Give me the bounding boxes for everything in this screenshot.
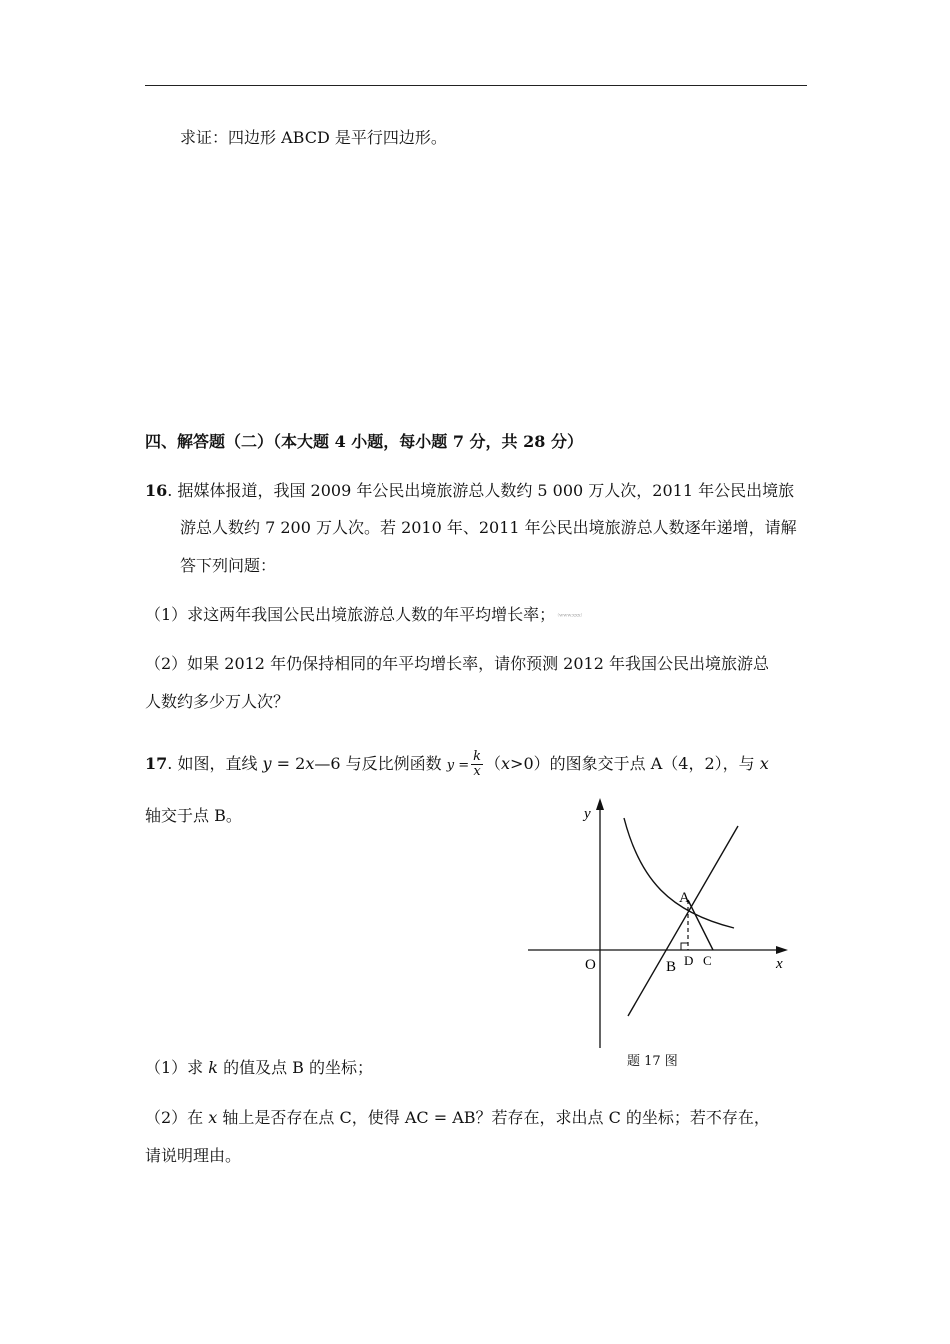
q17-intro-text: . 如图，直线 [167,754,263,773]
header-rule [145,85,807,86]
q16-line2: 游总人数约 7 200 万人次。若 2010 年、2011 年公民出境旅游总人数逐年递增，请解 [180,518,797,537]
q17-number: 17 [145,754,168,773]
q16-part1 [145,605,585,626]
straight-line [628,826,738,1016]
label-o: O [585,957,596,973]
label-x: x [776,956,783,972]
q17-part2-line2: 请说明理由。 [145,1146,242,1165]
q16-part2-line2: 人数约多少万人次？ [145,692,290,711]
q17-part1-k: k [208,1058,218,1077]
q17-part2-b: 轴上是否存在点 C，使得 AC = AB？若存在，求出点 C 的坐标；若不存在， [217,1108,770,1127]
q16-line1-text: . 据媒体报道，我国 2009 年公民出境旅游总人数约 5 000 万人次，2011 年公民出境旅 [167,481,795,500]
q17-part1-b: 的值及点 B 的坐标； [217,1058,374,1077]
q17-func-lhs: y = [446,758,470,773]
q17-eq-mid: = 2 [271,754,306,773]
q17-cond-open: （ [485,754,502,773]
q17-axis-x: x [759,754,769,773]
hyperbola-curve [624,818,734,928]
label-b: B [666,959,677,975]
segment-ac [688,900,713,950]
q16-number: 16 [145,481,168,500]
q17-part1 [145,1058,373,1078]
y-axis-arrow [596,798,604,810]
q17-eq-end: —6 与反比例函数 [314,754,447,773]
q16-part1-text: （1）求这两年我国公民出境旅游总人数的年平均增长率； [145,605,556,624]
q17-part1-a: （1）求 [145,1058,209,1077]
label-a: A [679,890,690,906]
q16-part2-line1: （2）如果 2012 年仍保持相同的年平均增长率，请你预测 2012 年我国公民出境旅游总 [145,654,769,673]
label-c: C [703,953,712,968]
right-angle-mark [681,943,688,950]
q17-cond-x: x [501,754,511,773]
q17-figure [520,790,800,1052]
q17-frac-num: k [473,749,481,764]
x-axis-arrow [776,946,788,954]
q17-cond-rest: >0）的图象交于点 A（4，2），与 [510,754,760,773]
q17-eq-y: y [262,754,272,773]
q16-part1-faint: （WWW.XXX） [555,612,585,618]
q17-part2-a: （2）在 [145,1108,209,1127]
q16-line3: 答下列问题： [180,556,277,575]
q16-line1 [145,481,794,501]
label-d: D [684,953,694,968]
q17-line2: 轴交于点 B。 [145,806,242,825]
label-y: y [584,806,591,822]
q17-part2-line1 [145,1108,770,1128]
q17-fraction [471,750,483,779]
figure-caption: 题 17 图 [627,1054,678,1069]
q17-part2-x: x [208,1108,218,1127]
proof-statement: 求证：四边形 ABCD 是平行四边形。 [180,128,447,147]
q17-frac-den: x [473,764,481,779]
q17-eq-x: x [305,754,315,773]
section-heading: 四、解答题（二）（本大题 4 小题，每小题 7 分，共 28 分） [145,432,583,451]
q17-intro [145,750,769,780]
